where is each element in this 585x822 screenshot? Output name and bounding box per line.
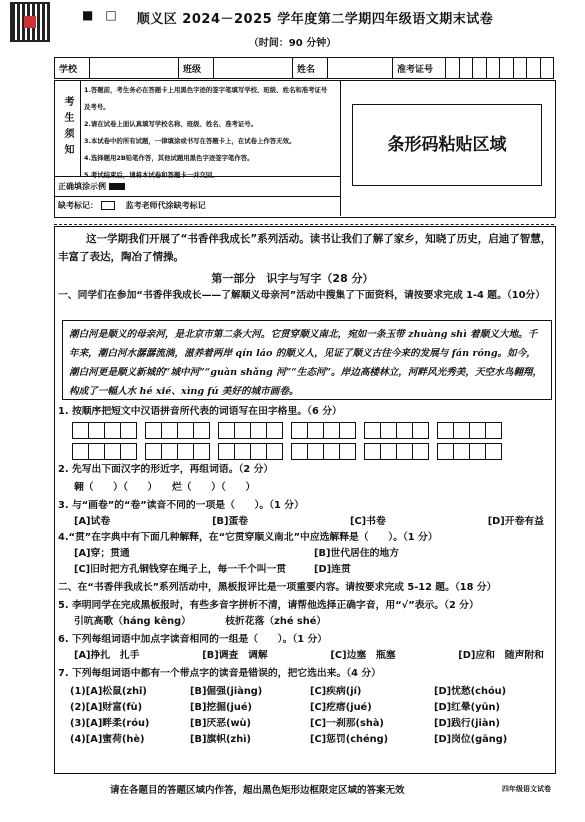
question-5: 5. 李明同学在完成黑板报时，有些多音字拼析不清，请帮他选择正确字音，用“√”表示。（2 分） (58, 600, 479, 611)
question-2: 2. 先写出下面汉字的形近字，再组词语。（2 分） (58, 464, 274, 475)
instruction-item: 2.请在试卷上面认真填写学校名称、班级、姓名、准考证号。 (84, 120, 258, 128)
question-7: 7. 下列每组词语中都有一个带点字的读音是错误的，把它选出来。（4 分） (58, 668, 381, 679)
option[interactable]: [D]应和 随声附和 (458, 650, 544, 661)
section1-heading: 一、同学们在参加“书香伴我成长——了解顺义母亲河”活动中搜集了下面资料，请按要求完成 1-4 题。（10分） (58, 290, 545, 301)
option[interactable]: [C]边塞 瓶塞 (330, 650, 396, 661)
instruction-item: 5.考试结束后，请将本试卷和答题卡一并交回。 (84, 171, 219, 179)
instructions-label: 考生须知 (54, 80, 81, 176)
intro-paragraph: 这一学期我们开展了“书香伴我成长”系列活动。读书让我们了解了家乡，知晓了历史，启迪了智慧，丰富了表达，陶冶了情操。 (58, 233, 552, 263)
question-6: 6. 下列每组词语中加点字读音相同的一组是（ ）。（1 分） (58, 634, 328, 645)
instruction-item: 1.答题前，考生务必在答题卡上用黑色字迹的签字笔填写学校、班级、姓名和准考证号及考号。 (84, 86, 328, 111)
answer-region-border (54, 226, 556, 774)
q4-option-a[interactable]: [A]穿；贯通 (74, 548, 130, 559)
exam-title: 顺义区 2024－2025 学年度第二学期四年级语文期末试卷 (136, 12, 494, 27)
q4-option-d[interactable]: [D]连贯 (314, 564, 351, 575)
question-5-line: 引吭高歌（háng kēng） 枝折花落（zhé shé） (74, 616, 327, 627)
option[interactable]: [D]开卷有益 (487, 516, 544, 527)
option[interactable]: [A]试卷 (74, 516, 111, 527)
reading-passage: 潮白河是顺义的母亲河，是北京市第二条大河。它贯穿顺义南北，宛如一条玉带 zhuàng shì 着顺义大地。千年来，潮白河水潺潺流淌，滋养着两岸 qín láo 的顺义人，见证了顺义古往今来的发展与 fán róng。如今，潮白河更是顺义新城的“城中河”“guàn shǎng 河”“生态河”。岸边高楼林立，河畔风光秀美，天空水鸟翱翔，构成了一幅人水 hé xié、xìng fú 美好的城市画卷。 (62, 320, 552, 400)
section2-heading: 二、在“书香伴我成长”系列活动中，黑板报评比是一项重要内容。请按要求完成 5-12 题。（18 分） (58, 582, 497, 593)
class-label: 班级 (179, 58, 214, 79)
q4-option-b[interactable]: [B]世代居住的地方 (314, 548, 400, 559)
part1-heading: 第一部分 识字与写字（28 分） (211, 272, 374, 285)
school-field[interactable] (90, 58, 179, 79)
name-label: 姓名 (293, 58, 328, 79)
option[interactable]: [B]蛋卷 (212, 516, 249, 527)
footer-label: 四年级语文试卷 (502, 785, 551, 793)
school-label: 学校 (55, 58, 90, 79)
class-field[interactable] (214, 58, 293, 79)
instructions-list (84, 82, 332, 184)
absent-mark: 缺考标记： 监考老师代涂缺考标记 (58, 201, 206, 210)
exam-time: （时间：90 分钟） (248, 38, 337, 49)
student-info-row (54, 57, 554, 79)
fill-example: 正确填涂示例 (58, 181, 125, 192)
instruction-item: 4.选择题用2B铅笔作答，其他试题用黑色字迹签字笔作答。 (84, 154, 254, 162)
option[interactable]: [B]调查 调解 (202, 650, 268, 661)
footer-notice: 请在各题目的答题区域内作答，超出黑色矩形边框限定区域的答案无效 (110, 785, 405, 796)
exam-number-label: 准考证号 (393, 58, 446, 79)
punch-hole-marks: ■ □ (82, 8, 117, 22)
question-2-line: 翱（ ）（ ） 烂（ ）（ ） (74, 482, 256, 493)
question-3: 3. 与“画卷”的“卷”读音不同的一项是（ ）。（1 分） (58, 500, 304, 511)
absent-checkbox[interactable] (101, 201, 115, 210)
instruction-item: 3.本试卷中的所有试题，一律填涂或书写在答题卡上，在试卷上作答无效。 (84, 137, 296, 145)
question-4: 4.“贯”在字典中有下面几种解释，在“它贯穿顺义南北”中应选解释是（ ）。（1 分） (58, 532, 438, 543)
q4-option-c[interactable]: [C]旧时把方孔铜钱穿在绳子上，每一千个叫一贯 (74, 564, 287, 575)
barcode-area: 条形码粘贴区域 (352, 104, 542, 186)
option[interactable]: [A]挣扎 扎手 (74, 650, 140, 661)
name-field[interactable] (328, 58, 393, 79)
question-1: 1. 按顺序把短文中汉语拼音所代表的词语写在田字格里。（6 分） (58, 406, 342, 417)
option[interactable]: [C]书卷 (350, 516, 386, 527)
question-7-options: (1)[A]松鼠(zhǐ) [B]倔强(jiàng) [C]疾病(jí) [D]忧愁(chóu) (2)[A]财富(fù) [B]挖掘(jué) [C]疙瘩(jué) [D]红晕(yūn) (3)[A]畔柔(róu) [B]厌恶(wù) [C]一刹那(shà) [D]践行(jiàn) (4)[A]蜜荷(hè) [B]旗帜(zhì) [C]惩罚(chéng) [D]岗位(gāng) (70, 686, 508, 745)
